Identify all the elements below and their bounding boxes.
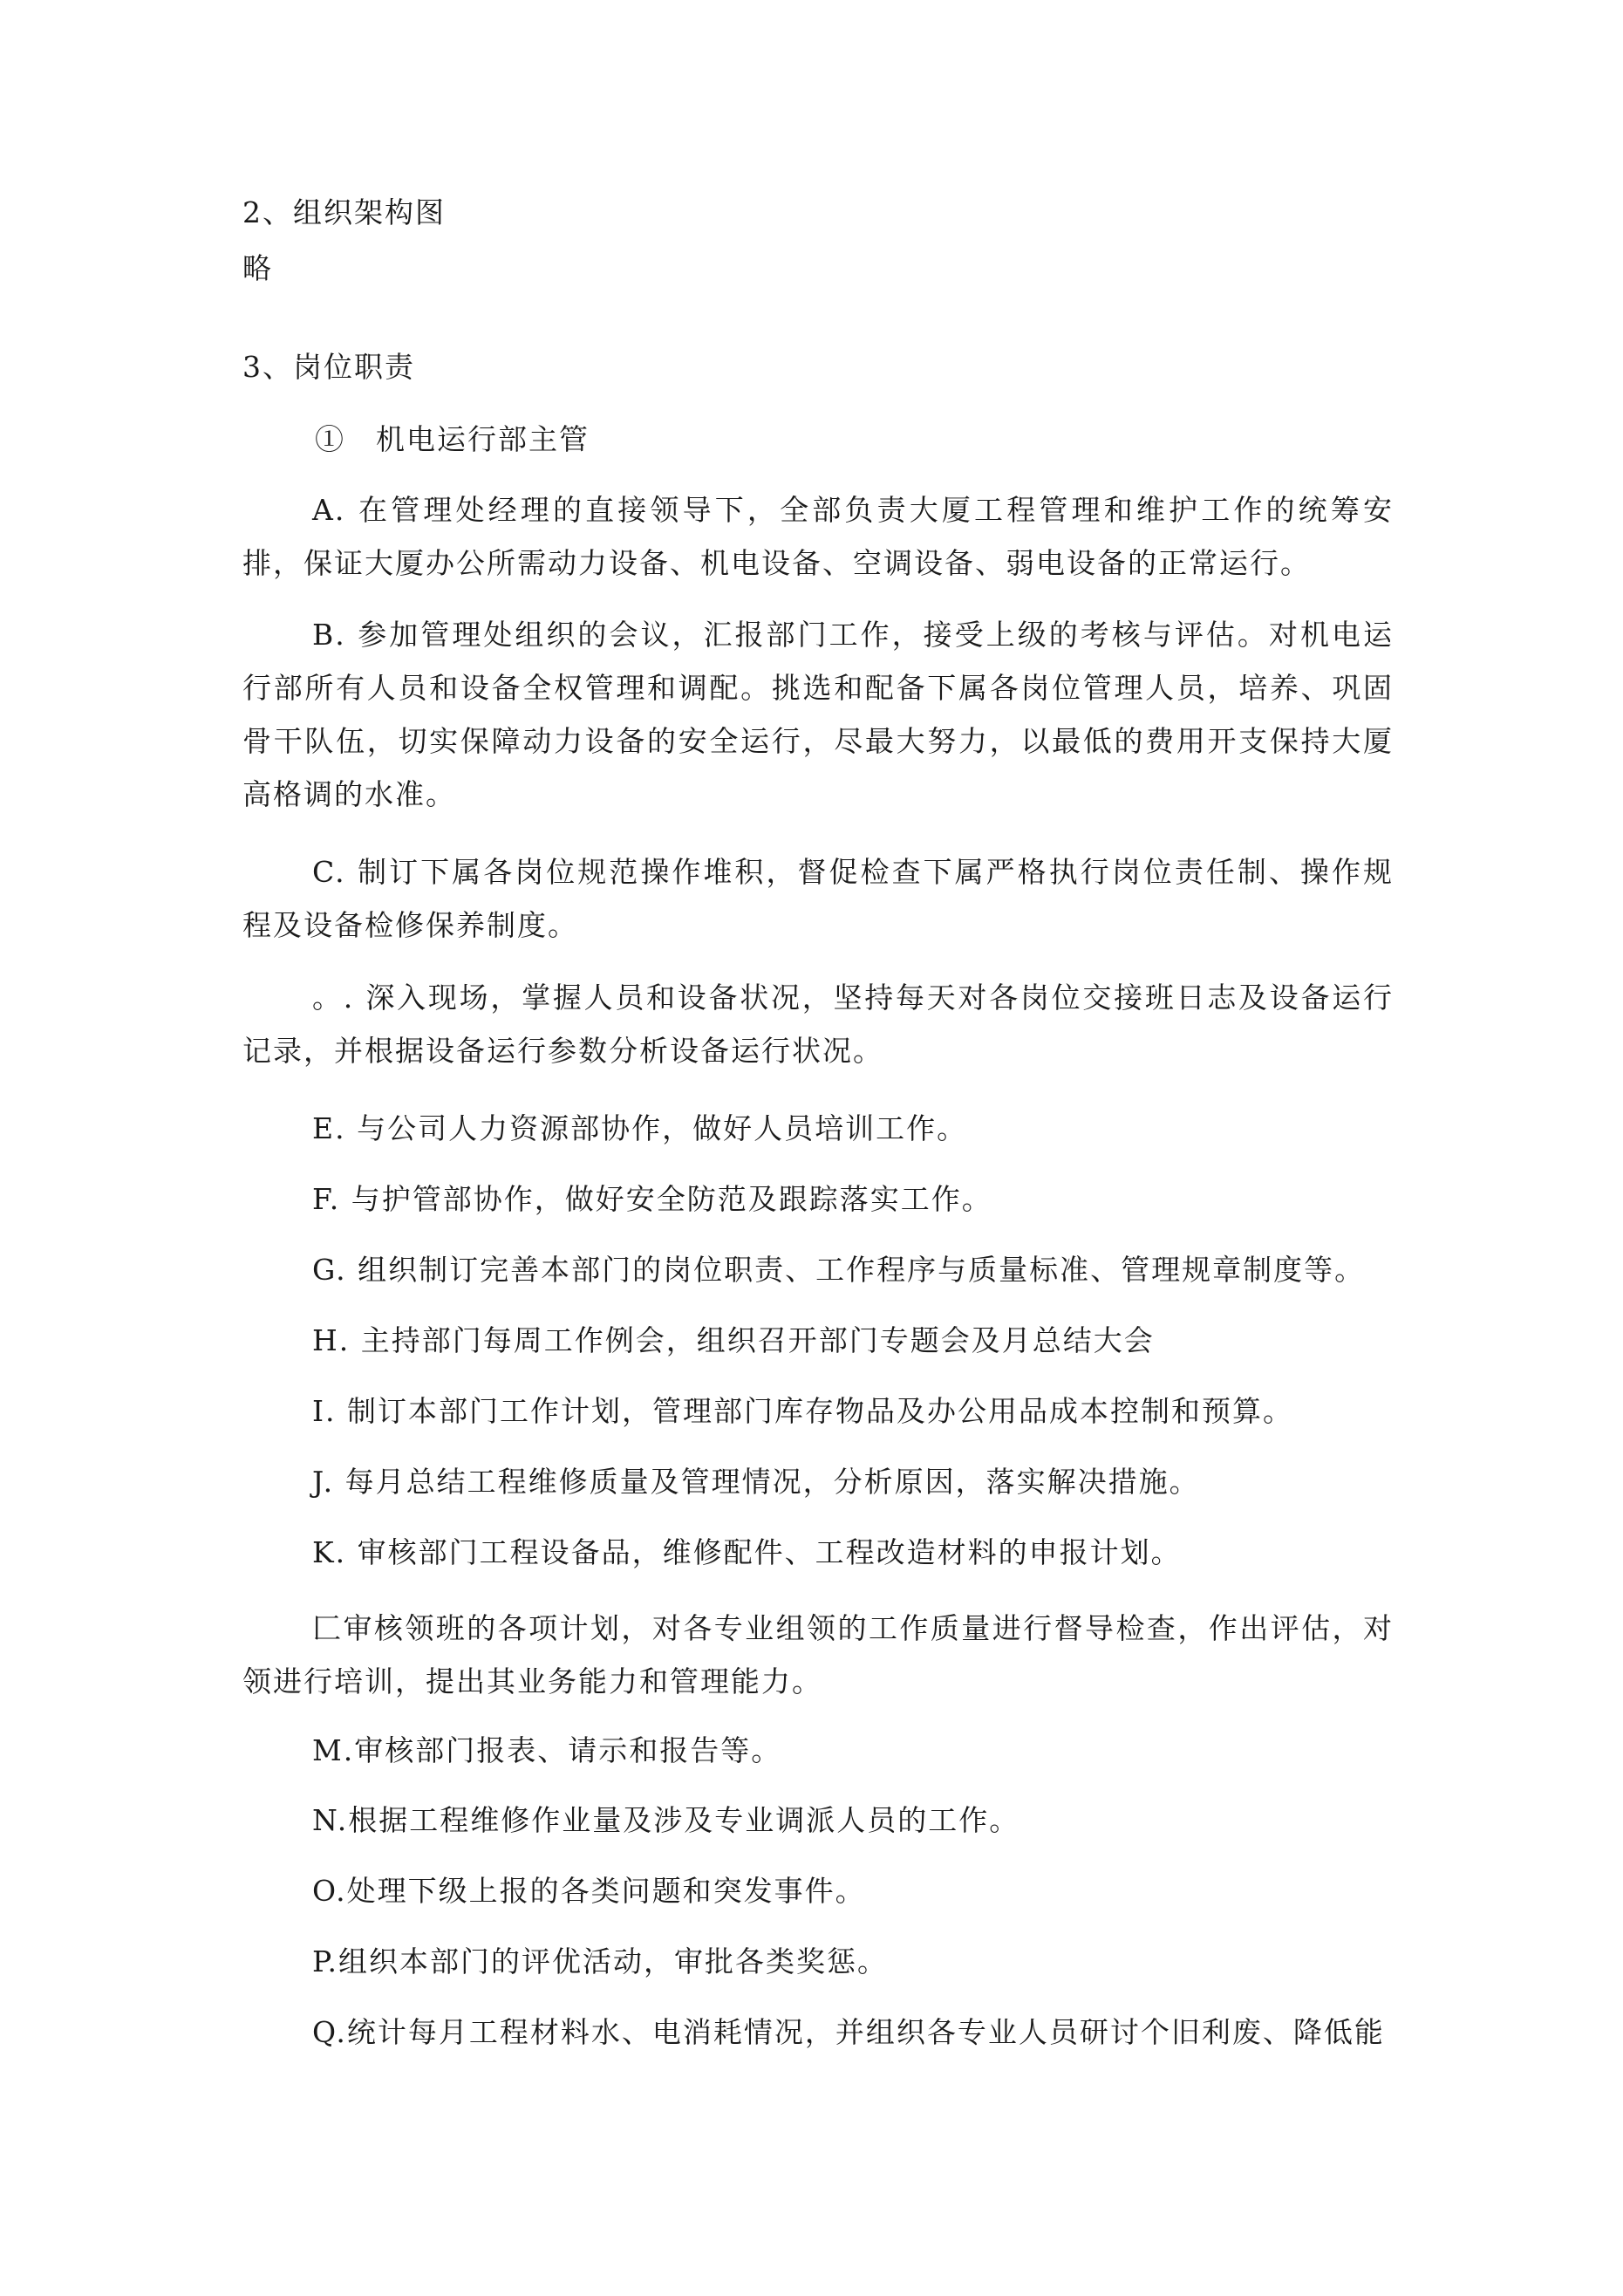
- item-l: 匚审核领班的各项计划，对各专业组领的工作质量进行督导检查，作出评估，对领进行培训，提出其业务能力和管理能力。: [242, 1611, 1394, 1698]
- item-g: G. 组织制订完善本部门的岗位职责、工作程序与质量标准、管理规章制度等。: [312, 1253, 1366, 1287]
- item-o: O.处理下级上报的各类问题和突发事件。: [312, 1874, 866, 1908]
- item-b: B. 参加管理处组织的会议，汇报部门工作，接受上级的考核与评估。对机电运行部所有人员和设备全权管理和调配。挑选和配备下属各岗位管理人员，培养、巩固骨干队伍，切实保障动力设备的安全运行，尽最大努力，以最低的费用开支保持大厦高格调的水准。: [242, 618, 1394, 811]
- item-m: M.审核部门报表、请示和报告等。: [312, 1733, 782, 1767]
- item-j: J. 每月总结工程维修质量及管理情况，分析原因，落实解决措施。: [312, 1465, 1200, 1499]
- item-c: C. 制订下属各岗位规范操作堆积，督促检查下属严格执行岗位责任制、操作规程及设备检修保养制度。: [242, 855, 1394, 942]
- item-i: I. 制订本部门工作计划，管理部门库存物品及办公用品成本控制和预算。: [312, 1394, 1294, 1428]
- item-a: A. 在管理处经理的直接领导下，全部负责大厦工程管理和维护工作的统筹安排，保证大厦办公所需动力设备、机电设备、空调设备、弱电设备的正常运行。: [242, 493, 1394, 580]
- section-2-heading: 2、组织架构图: [242, 195, 446, 229]
- item-q: Q.统计每月工程材料水、电消耗情况，并组织各专业人员研讨个旧利废、降低能: [312, 2015, 1385, 2049]
- item-d: 。. 深入现场，掌握人员和设备状况，坚持每天对各岗位交接班日志及设备运行记录，并根据设备运行参数分析设备运行状况。: [242, 981, 1394, 1068]
- item-n: N.根据工程维修作业量及涉及专业调派人员的工作。: [312, 1803, 1020, 1837]
- section-2-body: 略: [242, 251, 273, 285]
- item-e: E. 与公司人力资源部协作，做好人员培训工作。: [312, 1111, 968, 1145]
- subsection-1-heading: ① 机电运行部主管: [315, 422, 590, 456]
- item-k: K. 审核部门工程设备品，维修配件、工程改造材料的申报计划。: [312, 1535, 1182, 1569]
- item-h: H. 主持部门每周工作例会，组织召开部门专题会及月总结大会: [312, 1323, 1155, 1357]
- item-p: P.组织本部门的评优活动，审批各类奖惩。: [312, 1944, 889, 1978]
- section-3-heading: 3、岗位职责: [242, 350, 415, 384]
- item-f: F. 与护管部协作，做好安全防范及跟踪落实工作。: [312, 1182, 992, 1216]
